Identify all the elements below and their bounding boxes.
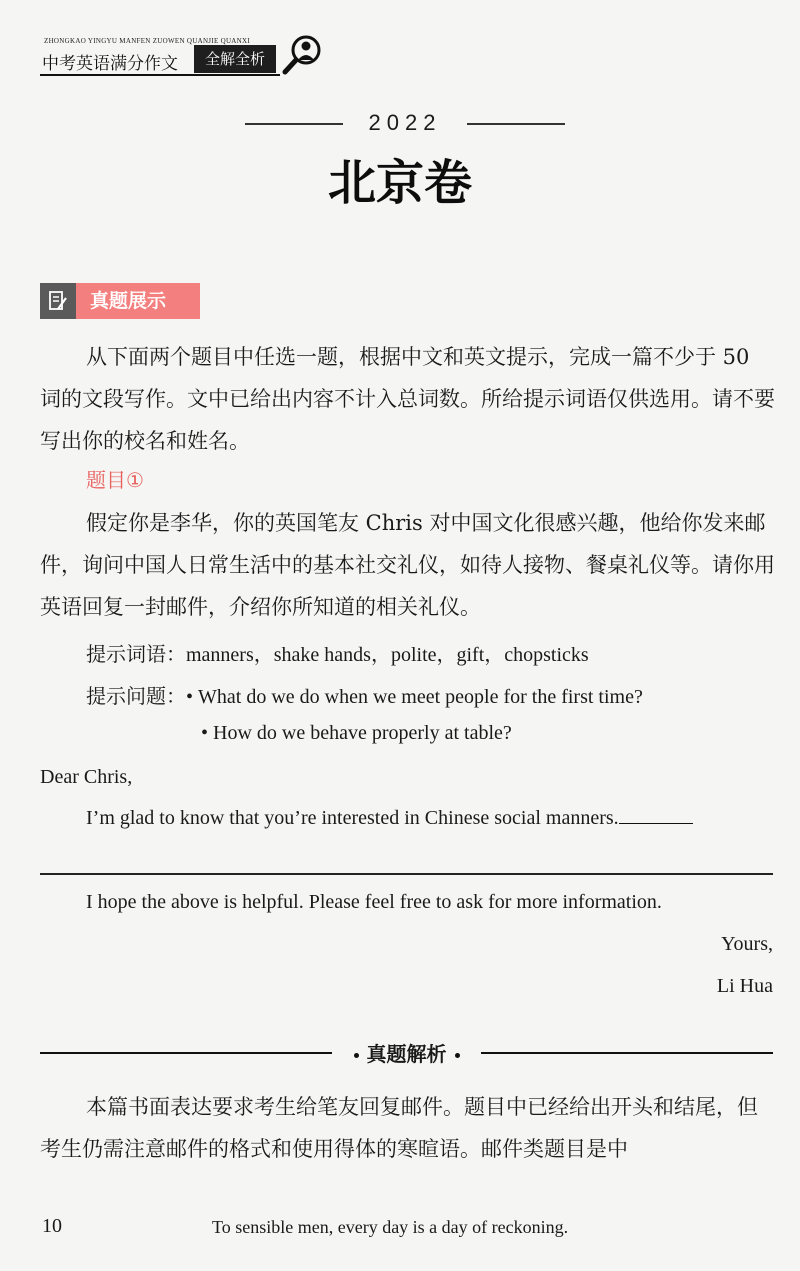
year-rule-right	[467, 123, 565, 125]
topic-text: 假定你是李华，你的英国笔友 Chris 对中国文化很感兴趣，他给你发来邮件，询问中国人日常生活中的基本社交礼仪，如待人接物、餐桌礼仪等。请你用英语回复一封邮件，介绍你所知道的相关礼仪。	[40, 511, 775, 619]
analysis-rule-right	[481, 1052, 773, 1054]
page-number: 10	[42, 1215, 62, 1237]
answer-blank	[619, 807, 693, 824]
analysis-divider	[40, 1038, 773, 1068]
series-label: 全解全析	[194, 45, 276, 73]
year-text: 2022	[368, 110, 442, 135]
hint-words-label: 提示词语：	[86, 642, 186, 666]
hint-words-text: manners，shake hands，polite，gift，chopsticks	[186, 644, 589, 666]
page-title: 北京卷	[327, 155, 472, 211]
bullet-dot-left	[354, 1053, 359, 1058]
analysis-label: 真题解析	[366, 1042, 447, 1066]
hint-questions-label: 提示问题：	[86, 684, 186, 708]
year-heading	[245, 108, 565, 138]
footer-motto: To sensible men, every day is a day of reckoning.	[212, 1217, 569, 1237]
hint-words	[86, 638, 589, 667]
letter-opening-line	[86, 807, 693, 830]
bullet-dot-right	[455, 1053, 460, 1058]
hint-question-1: • What do we do when we meet people for the first time?	[186, 686, 643, 708]
hint-question-2: • How do we behave properly at table?	[201, 722, 512, 744]
letter-name: Li Hua	[716, 975, 773, 997]
topic-label: 题目①	[86, 468, 144, 492]
header-pinyin: ZHONGKAO YINGYU MANFEN ZUOWEN QUANJIE QUANXI	[44, 37, 251, 45]
header-rule	[40, 74, 280, 76]
analysis-text: 本篇书面表达要求考生给笔友回复邮件。题目中已经给出开头和结尾，但考生仍需注意邮件的格式和使用得体的寒暄语。邮件类题目是中	[40, 1095, 758, 1161]
magnifier-person-icon	[282, 33, 324, 75]
letter-opening: I’m glad to know that you’re interested in Chinese social manners.	[86, 807, 619, 829]
section-label	[40, 283, 200, 319]
letter-closing: I hope the above is helpful. Please feel free to ask for more information.	[86, 891, 662, 913]
edit-document-icon	[40, 283, 76, 319]
book-title: 中考英语满分作文	[42, 54, 178, 74]
instructions: 从下面两个题目中任选一题，根据中文和英文提示，完成一篇不少于 50 词的文段写作。文中已给出内容不计入总词数。所给提示词语仅供选用。请不要写出你的校名和姓名。	[40, 345, 775, 453]
answer-line	[40, 873, 773, 875]
section-label-text: 真题展示	[76, 283, 200, 319]
letter-signoff: Yours,	[721, 933, 773, 955]
hint-questions	[86, 680, 643, 709]
letter-greeting: Dear Chris,	[40, 766, 133, 788]
